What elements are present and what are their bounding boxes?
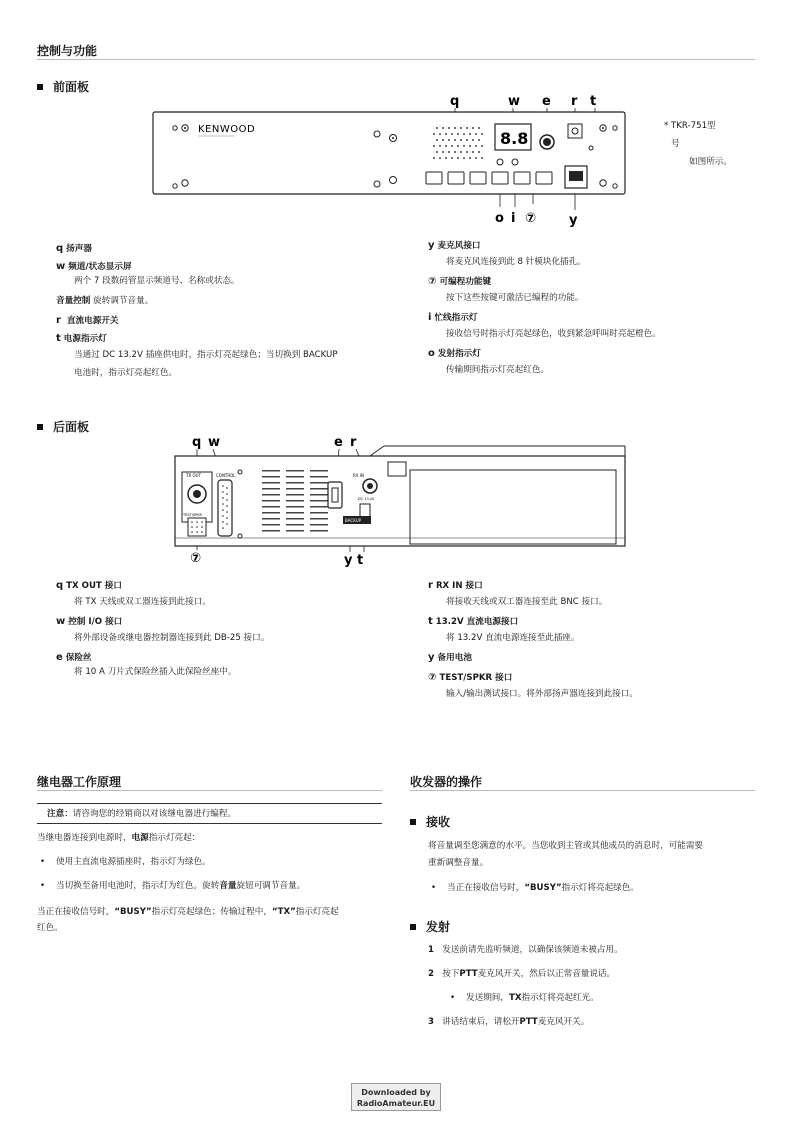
- tx-out-label: TX OUT: [186, 473, 201, 478]
- front-panel-diagram: [145, 92, 645, 232]
- item-desc: 两个 7 段数码管显示频道号、名称或状态。: [74, 276, 240, 286]
- front-items-right: [428, 240, 758, 376]
- callout-y: y: [569, 213, 578, 228]
- model-note-3: 如图所示。: [689, 157, 732, 167]
- transmit-heading: 发射: [410, 918, 450, 935]
- badge-line-1: Downloaded by: [361, 1088, 431, 1097]
- callout-e: e: [334, 435, 343, 450]
- transmit-step-2: 2 按下PTT麦克风开关，然后以正常音量说话。: [428, 969, 616, 979]
- title-rule: [37, 59, 755, 60]
- callout-w: w: [208, 435, 221, 450]
- title-rule: [410, 790, 755, 791]
- list-item: r RX IN 接口: [428, 580, 483, 591]
- list-item: 音量控制 旋转调节音量。: [56, 296, 154, 306]
- item-desc: 接收信号时指示灯亮起绿色，收到紧急呼叫时亮起橙色。: [446, 329, 661, 339]
- dc-label: DC 13.2V: [358, 497, 375, 501]
- list-item: ⑦ TEST/SPKR 接口: [428, 672, 513, 683]
- model-note-1: * TKR-751型: [664, 121, 716, 131]
- rear-panel-heading: 后面板: [37, 418, 89, 435]
- list-item: o 发射指示灯: [428, 348, 481, 359]
- item-desc: 电池时，指示灯亮起红色。: [74, 368, 178, 378]
- item-desc: 按下这些按键可激活已编程的功能。: [446, 293, 584, 303]
- transmit-step-3: 3 讲话结束后，请松开PTT麦克风开关。: [428, 1017, 590, 1027]
- callout-w: w: [508, 94, 521, 109]
- callout-q: q: [192, 435, 202, 450]
- callout-r: r: [571, 94, 578, 109]
- item-desc: 当通过 DC 13.2V 插座供电时，指示灯亮起绿色；当切换到 BACKUP: [74, 350, 338, 360]
- list-item: w 频道/状态显示屏: [56, 261, 132, 272]
- callout-i: i: [511, 211, 516, 226]
- note-rule-bottom: [37, 823, 382, 824]
- list-item: y 麦克风接口: [428, 240, 481, 251]
- callout-e: e: [542, 94, 551, 109]
- callout-q: q: [450, 94, 460, 109]
- item-desc: 将 10 A 刀片式保险丝插入此保险丝座中。: [74, 667, 237, 677]
- list-item: q 扬声器: [56, 243, 92, 254]
- repeater-intro: 当继电器连接到电源时，电源指示灯亮起：: [37, 833, 201, 843]
- transmit-step-1: 1 发送前请先监听频道，以确保该频道未被占用。: [428, 945, 623, 955]
- channel-display-digits: 8.8: [500, 129, 529, 148]
- section-title-controls: 控制与功能: [37, 44, 98, 58]
- list-item: q TX OUT 接口: [56, 580, 122, 591]
- rx-in-label: RX IN: [353, 473, 364, 478]
- receive-heading: 接收: [410, 813, 450, 830]
- callout-r: r: [350, 435, 357, 450]
- note: 注意：请咨询您的经销商以对该继电器进行编程。: [47, 809, 237, 819]
- item-desc: 传输期间指示灯亮起红色。: [446, 365, 550, 375]
- repeater-bullet-1: • 使用主直流电源插座时，指示灯为绿色。: [56, 856, 211, 868]
- list-item: ⑦ 可编程功能键: [428, 276, 492, 287]
- callout-y: y: [344, 553, 353, 567]
- item-desc: 将接收天线或双工器连接至此 BNC 接口。: [446, 597, 608, 607]
- receive-line-1: 将音量调至您满意的水平。当您收到主管或其他成员的消息时，可能需要: [428, 841, 704, 851]
- test-label: TEST/SPKR: [183, 513, 202, 517]
- callout-t: t: [357, 553, 364, 567]
- list-item: r 直流电源开关: [56, 315, 119, 326]
- control-label: CONTROL: [216, 473, 236, 478]
- callout-7: ⑦: [525, 211, 537, 226]
- section-title-repeater: 继电器工作原理: [37, 775, 122, 789]
- list-item: e 保险丝: [56, 652, 92, 663]
- download-badge: [351, 1083, 441, 1111]
- badge-line-2: RadioAmateur.EU: [356, 1099, 436, 1108]
- title-rule: [37, 790, 382, 791]
- note-rule-top: [37, 803, 382, 804]
- item-desc: 将 TX 天线或双工器连接到此接口。: [74, 597, 211, 607]
- callout-7: ⑦: [190, 551, 202, 566]
- repeater-para: 当正在接收信号时，“BUSY”指示灯亮起绿色；传输过程中，“TX”指示灯亮起: [37, 907, 339, 917]
- brand-logo: KENWOOD: [198, 124, 256, 135]
- receive-line-2: 重新调整音量。: [428, 858, 489, 868]
- item-desc: 将麦克风连接到此 8 针模块化插孔。: [446, 257, 586, 267]
- front-items-left: [56, 243, 396, 379]
- rear-items-right: [428, 580, 758, 700]
- repeater-para-2: 红色。: [37, 923, 63, 933]
- list-item: w 控制 I/O 接口: [56, 616, 123, 627]
- section-title-transceiver: 收发器的操作: [410, 775, 483, 789]
- item-desc: 将 13.2V 直流电源连接至此插座。: [446, 633, 580, 643]
- transmit-step-2-bullet: • 发送期间，TX指示灯将亮起红光。: [466, 992, 599, 1004]
- backup-label: BACKUP: [345, 518, 362, 523]
- list-item: i 忙线指示灯: [428, 312, 478, 323]
- rear-panel-diagram: [170, 432, 640, 567]
- front-panel-heading: 前面板: [37, 78, 89, 95]
- item-desc: 输入/输出测试接口。将外部扬声器连接到此接口。: [446, 689, 638, 699]
- item-desc: 将外部设备或继电器控制器连接到此 DB-25 接口。: [74, 633, 270, 643]
- model-note-2: 号: [671, 139, 680, 149]
- callout-o: o: [495, 211, 504, 226]
- repeater-bullet-2: • 当切换至备用电池时，指示灯为红色。旋转音量旋钮可调节音量。: [56, 880, 305, 892]
- rear-items-left: [56, 580, 396, 678]
- list-item: t 电源指示灯: [56, 333, 107, 344]
- list-item: y 备用电池: [428, 652, 472, 663]
- callout-t: t: [590, 94, 597, 109]
- receive-bullet: • 当正在接收信号时，“BUSY”指示灯将亮起绿色。: [447, 882, 639, 894]
- list-item: t 13.2V 直流电源接口: [428, 616, 519, 627]
